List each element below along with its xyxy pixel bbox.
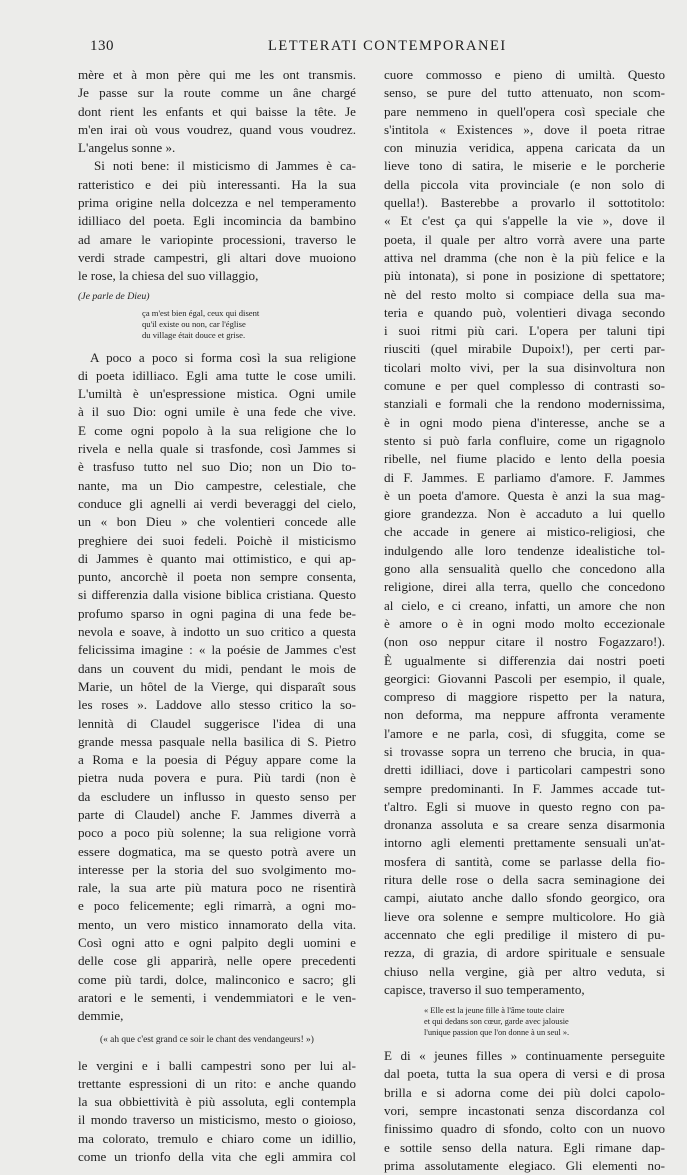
text-line: ad amare le variopinte processioni, traverso le [78, 231, 356, 247]
text-line: compreso di maggiore rispetto per la natura, [384, 689, 665, 705]
quote-line: et qui dedans son cœur, garde avec jalousie [424, 1017, 569, 1027]
text-line: aratori e le sementi, i vendemmiatori e le ven- [78, 989, 356, 1005]
text-line: della piccola vita provinciale (e non solo di [384, 176, 665, 192]
text-line: A poco a poco si forma così la sua religione [90, 349, 356, 365]
text-line: t'altro. Egli si muove in questo regno con pa- [384, 798, 665, 814]
quote-line: ça m'est bien égal, ceux qui disent [142, 307, 260, 318]
text-line: che accade in genere ai mistico-religiosi, che [384, 524, 665, 540]
text-line: senso, se pure del tutto attenuato, non scom- [384, 85, 665, 101]
left-quote [78, 308, 356, 341]
text-line: s'intitola « Existences », dove il poeta ritrae [384, 121, 665, 137]
quote-caption: (Je parle de Dieu) [78, 290, 150, 302]
text-line: di F. Jammes. E parliamo d'amore. F. Jammes [384, 469, 665, 485]
quote-line: « Elle est la jeune fille à l'âme toute claire [424, 1006, 565, 1016]
page-number: 130 [90, 38, 114, 54]
text-line: nevola e soave, à indotto un suo critico a questa [78, 624, 356, 640]
text-line: trettante espressioni di un rito: e anche quando [78, 1075, 356, 1091]
text-line: les roses ». Laddove allo stesso critico la so- [78, 697, 356, 713]
text-line: Così ogni atto e ogni palpito degli uomini e [78, 935, 356, 951]
text-line: riusciti (quel mirabile Dupoix!), per certi par- [384, 341, 665, 357]
right-column [384, 66, 665, 1175]
text-line: come un trionfo della vita che egli ammira col [78, 1149, 356, 1165]
text-line: al cielo, e ci creano, infatti, un amore che non [384, 597, 665, 613]
text-line: profumo sparso in ogni pagina di una fede be- [78, 605, 356, 621]
text-line: la sua obbiettività è più assoluta, egli contempla [78, 1094, 356, 1110]
verse-quote: (« ah que c'est grand ce soir le chant des vendangeurs! ») [100, 1034, 314, 1045]
text-line: cuore commosso e pieno di umiltà. Questo [384, 67, 665, 82]
text-line: e poco felicemente; egli rimarrà, a ogni mo- [78, 898, 356, 914]
text-line: rivela e nella quale si trasfonde, così Jammes si [78, 441, 356, 457]
text-line: attiva nel dramma (che non è la più felice e la [384, 249, 665, 265]
text-line: È ugualmente si differenzia dai nostri poeti [384, 652, 665, 668]
right-paragraph-a [384, 66, 665, 999]
text-line: lennità di Claudel suggerisce l'idea di una [78, 715, 356, 731]
text-line: m'en irai où vous voudrez, quand vous voudrez. [78, 121, 356, 137]
text-line: mento, un vero mistico innamorato della vita. [78, 916, 356, 932]
text-line: sempre predominanti. In F. Jammes accade tut- [384, 780, 665, 796]
text-line: dont rient les enfants et qui baisse la tête. Je [78, 103, 356, 119]
text-line: ratteristico e dei più interessanti. Ha la sua [78, 176, 356, 192]
text-line: accennato che egli predilige il mistero di pu- [384, 926, 665, 942]
text-line: i suoi ritmi più cari. L'opera per taluni tipi [384, 323, 665, 339]
text-line: verdi strade campestri, gli altari dove muoiono [78, 249, 356, 265]
text-line: essere dogmatica, ma se questo potrà avere un [78, 843, 356, 859]
right-quote [384, 1005, 665, 1038]
left-paragraph-c [78, 1057, 356, 1167]
text-line: felicissima imagine : « la poésie de Jammes c'est [78, 642, 356, 658]
text-line: interesse per la storia del suo svolgimento mo- [78, 861, 356, 877]
text-line: è in ogni modo piena d'interesse, anche se a [384, 414, 665, 430]
text-line: idilliaco del poeta. Egli incomincia da bambino [78, 213, 356, 229]
text-line: lieve tono di satira, le miserie e le porcherie [384, 158, 665, 174]
text-line: L'umiltà è un'espressione mistica. Ogni umile [78, 386, 356, 402]
text-line: vori, sempre incastonati senza discordanza col [384, 1103, 665, 1119]
text-line: stento si può farla confluire, come un rigagnolo [384, 432, 665, 448]
text-line: demmie, [78, 1008, 124, 1024]
text-line: brilla e si adorna come dei più dolci capolo- [384, 1084, 665, 1100]
text-line: dal poeta, tutta la sua opera di versi e di prosa [384, 1066, 665, 1082]
text-line: punto, ancorchè il poeta non sempre consenta, [78, 569, 356, 585]
text-line: parte di Claudel) anche F. Jammes diverrà a [78, 806, 356, 822]
text-line: con minuzia veridica, appena caricata da un [384, 140, 665, 156]
text-line: « Et c'est ça qui s'appelle la vie », dove il [384, 213, 665, 229]
text-line: ma colorato, tremulo e chiaro come un idillio, [78, 1130, 356, 1146]
text-line: quella!). Basterebbe a provarlo il sottotitolo: [384, 195, 665, 211]
text-line: come più tardi, dolce, malinconico e sacro; gli [78, 971, 356, 987]
text-line: è amore o è in ogni modo molto eccezionale [384, 615, 665, 631]
text-line: si differenzia dalla visione biblica cristiana. Questo [78, 587, 356, 603]
text-line: giore grandezza. Non è accaduto a lui quello [384, 506, 665, 522]
text-line: è trasfuso tutto nel suo Dio; non un Dio to- [78, 459, 356, 475]
text-line: non deforma, ma neppure affronta veramente [384, 707, 665, 723]
text-line: rezza, di grazia, di ardore spirituale e sensuale [384, 945, 665, 961]
text-line: E di « jeunes filles » continuamente perseguite [384, 1048, 665, 1064]
text-line: si trovasse sopra un terreno che brucia, in qua- [384, 743, 665, 759]
text-line: pietra nuda povera e pura. Più tardi (non è [78, 770, 356, 786]
text-line: Marie, un hôtel de la Vierge, qui disparaît sous [78, 678, 356, 694]
text-line: e sottile senso della natura. Egli rimane dap- [384, 1139, 665, 1155]
text-line: à il suo Dio: ogni umile è una fede che vive. [78, 404, 356, 420]
text-line: un « bon Dieu » che volentieri concede alle [78, 514, 356, 530]
text-line: rale, la sua arte più matura poco ne risentirà [78, 880, 356, 896]
text-line: più intonata), si pone in posizione di spettatore; [384, 268, 665, 284]
text-line: nante, ma un Dio campestre, celestiale, che [78, 477, 356, 493]
text-line: Si noti bene: il misticismo di Jammes è ca- [94, 158, 356, 174]
text-line: chiuso nella vergine, già per altro veduta, si [384, 963, 665, 979]
text-line: nè del resto molto si compiace della sua ma- [384, 286, 665, 302]
text-line: teria e quando può, volentieri divaga secondo [384, 304, 665, 320]
running-title: LETTERATI CONTEMPORANEI [268, 38, 507, 54]
left-column [78, 66, 356, 1166]
quote-line: l'unique passion que l'on donne à un seul ». [424, 1028, 570, 1038]
text-line: delle cose gli apparirà, nelle opere precedenti [78, 953, 356, 969]
text-line: mosfera di santità, come se parlasse della fio- [384, 853, 665, 869]
text-line: conduce gli agnelli ai verdi beveraggi del cielo, [78, 495, 356, 511]
text-line: comune e per quel complesso di contrasti so- [384, 378, 665, 394]
text-line: georgici: Giovanni Pascoli per esempio, il quale, [384, 670, 665, 686]
text-line: è un poeta d'amore. Questa è anzi la sua mag- [384, 487, 665, 503]
left-paragraph-a [78, 66, 356, 286]
text-line: (non oso neppur citare il nostro Fogazzaro!). [384, 634, 665, 650]
text-line: prima assolutamente elegiaco. Gli elementi no- [384, 1157, 665, 1173]
quote-line: qu'il existe ou non, car l'église [142, 318, 246, 329]
text-line: E come ogni popolo à la sua religione che lo [78, 422, 356, 438]
quote-line: du village était douce et grise. [142, 329, 246, 340]
text-line: ribelle, nel fiume placido e lento della poesia [384, 451, 665, 467]
text-line: poco a poco più solenne; la sua religione vorrà [78, 825, 356, 841]
text-line: dronanza assoluta e sa creare senza disarmonia [384, 817, 665, 833]
text-line: da escludere un influsso in questo senso per [78, 788, 356, 804]
text-line: grande messa pasquale nella basilica di S. Pietro [78, 733, 356, 749]
text-line: finissimo quadro di sfondo, colto con un nuovo [384, 1121, 665, 1137]
text-line: le rose, la chiesa del suo villaggio, [78, 268, 259, 284]
text-line: mère et à mon père qui me les ont transmis. [78, 67, 356, 82]
text-line: prima origine nella dolcezza e nel temperamento [78, 195, 356, 211]
text-line: religione, direi alla terra, quello che concedono [384, 579, 665, 595]
text-line: lieve ora solenne e sempre multicolore. Ho già [384, 908, 665, 924]
right-paragraph-b [384, 1047, 665, 1175]
text-line: a Roma e la poesia di Péguy appare come la [78, 752, 356, 768]
text-line: di poeta idilliaco. Egli ama tutte le cose umili. [78, 367, 356, 383]
text-line: gono alla sensualità quello che concedono alla [384, 561, 665, 577]
text-line: poeta, il quale per altro vorrà avere una parte [384, 231, 665, 247]
text-line: dretti idilliaci, dove i particolari campestri sono [384, 762, 665, 778]
text-line: ticolari molto vivi, per la sua disinvoltura non [384, 359, 665, 375]
left-paragraph-b [78, 349, 356, 1026]
text-line: il mondo traverso un misticismo, mesto o gioioso, [78, 1112, 356, 1128]
text-line: stanziali e formali che la rendono modernissima, [384, 396, 665, 412]
text-line: ritura delle rose o della sacra seminagione dei [384, 872, 665, 888]
text-line: campi, aiutato anche dallo sfondo georgico, ora [384, 890, 665, 906]
text-line: intorno agli elementi prettamente sensuali un'at- [384, 835, 665, 851]
text-line: di Jammes è quanto mai ottimistico, e qui ap- [78, 550, 356, 566]
text-line: Je passe sur la route comme un âne chargé [78, 85, 356, 101]
text-line: preghiere dei suoi fedeli. Poichè il misticismo [78, 532, 356, 548]
text-line: pare nemmeno in quell'opera così speciale che [384, 103, 665, 119]
text-line: capisce, traverso il suo temperamento, [384, 981, 585, 997]
text-line: L'angelus sonne ». [78, 140, 176, 156]
text-line: l'amore e ne parla, così, di sfuggita, come se [384, 725, 665, 741]
text-line: indulgendo alle loro tendenze idealistiche tol- [384, 542, 665, 558]
text-line: dans un couvent du midi, pendant le mois de [78, 660, 356, 676]
text-line: le vergini e i balli campestri sono per lui al- [78, 1057, 356, 1073]
